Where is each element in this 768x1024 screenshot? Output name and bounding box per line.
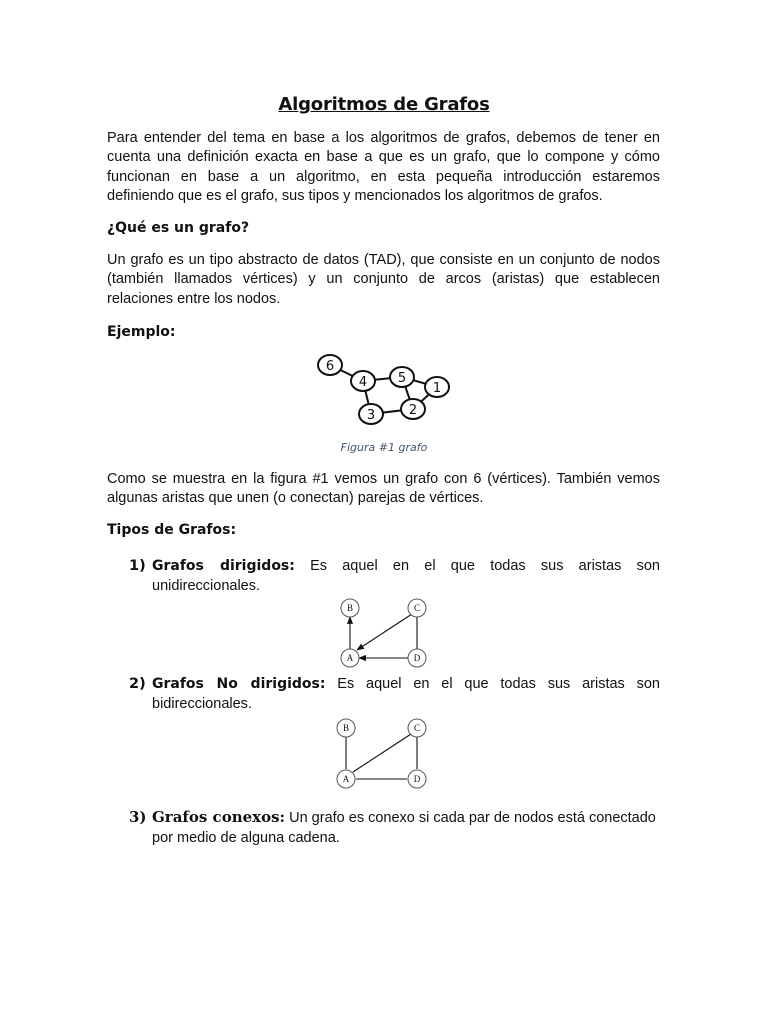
graph-type-item-directed bbox=[129, 557, 660, 596]
graph-node-label: B bbox=[346, 603, 354, 613]
graph-node-label: 6 bbox=[325, 359, 335, 374]
intro-paragraph: Para entender del tema en base a los algoritmos de grafos, debemos de tener en cuenta una definición exacta en base a que es un grafo, que lo compone y cómo funcionan en base a un algoritmo, en esta pequeña introducción estaremos definiendo que es el grafo, sus tipos y mencionados los algoritmos de grafos. bbox=[107, 130, 660, 204]
graph-node-label: C bbox=[413, 603, 421, 613]
types-heading: Tipos de Grafos: bbox=[107, 522, 237, 538]
example-heading: Ejemplo: bbox=[107, 324, 176, 340]
list-number: 2) bbox=[129, 676, 146, 692]
term-label: Grafos No dirigidos: bbox=[152, 676, 326, 692]
page-title: Algoritmos de Grafos bbox=[278, 94, 490, 115]
figure-caption: Figura #1 grafo bbox=[340, 441, 428, 454]
graph-node-label: B bbox=[342, 723, 350, 733]
graph-node-label: 4 bbox=[358, 375, 368, 390]
graph-node-label: 5 bbox=[397, 371, 407, 386]
graph-node-label: D bbox=[413, 774, 421, 784]
term-description: Un grafo es conexo si cada par de nodos está conectado por medio de alguna cadena. bbox=[152, 810, 656, 846]
term-label: Grafos conexos: bbox=[152, 808, 286, 826]
term-description: Es aquel en el que todas sus aristas son bidireccionales. bbox=[152, 676, 660, 712]
example-paragraph: Como se muestra en la figura #1 vemos un grafo con 6 (vértices). También vemos algunas aristas que unen (o conectan) parejas de vértices. bbox=[107, 471, 660, 507]
list-number: 1) bbox=[129, 558, 146, 574]
graph-node-label: 1 bbox=[432, 381, 442, 396]
graph-node-label: D bbox=[413, 653, 421, 663]
graph-node-label: A bbox=[346, 653, 354, 663]
undirected-graph-figure bbox=[334, 715, 430, 791]
graph-node-label: 2 bbox=[408, 403, 418, 418]
definition-paragraph: Un grafo es un tipo abstracto de datos (TAD), que consiste en un conjunto de nodos (también llamados vértices) y un conjunto de arcos (aristas) que establecen relaciones entre los nodos. bbox=[107, 252, 660, 307]
graph-node-label: C bbox=[413, 723, 421, 733]
term-description: Es aquel en el que todas sus aristas son unidireccionales. bbox=[152, 558, 660, 594]
list-number: 3) bbox=[129, 808, 147, 826]
directed-graph-figure bbox=[335, 596, 431, 668]
example-graph-figure bbox=[310, 350, 460, 430]
graph-type-item-undirected bbox=[129, 675, 660, 714]
graph-node-label: A bbox=[342, 774, 350, 784]
graph-node-label: 3 bbox=[366, 408, 376, 423]
graph-type-item-connected bbox=[129, 808, 660, 848]
section-heading-what-is-graph: ¿Qué es un grafo? bbox=[107, 220, 250, 236]
term-label: Grafos dirigidos: bbox=[152, 558, 295, 574]
